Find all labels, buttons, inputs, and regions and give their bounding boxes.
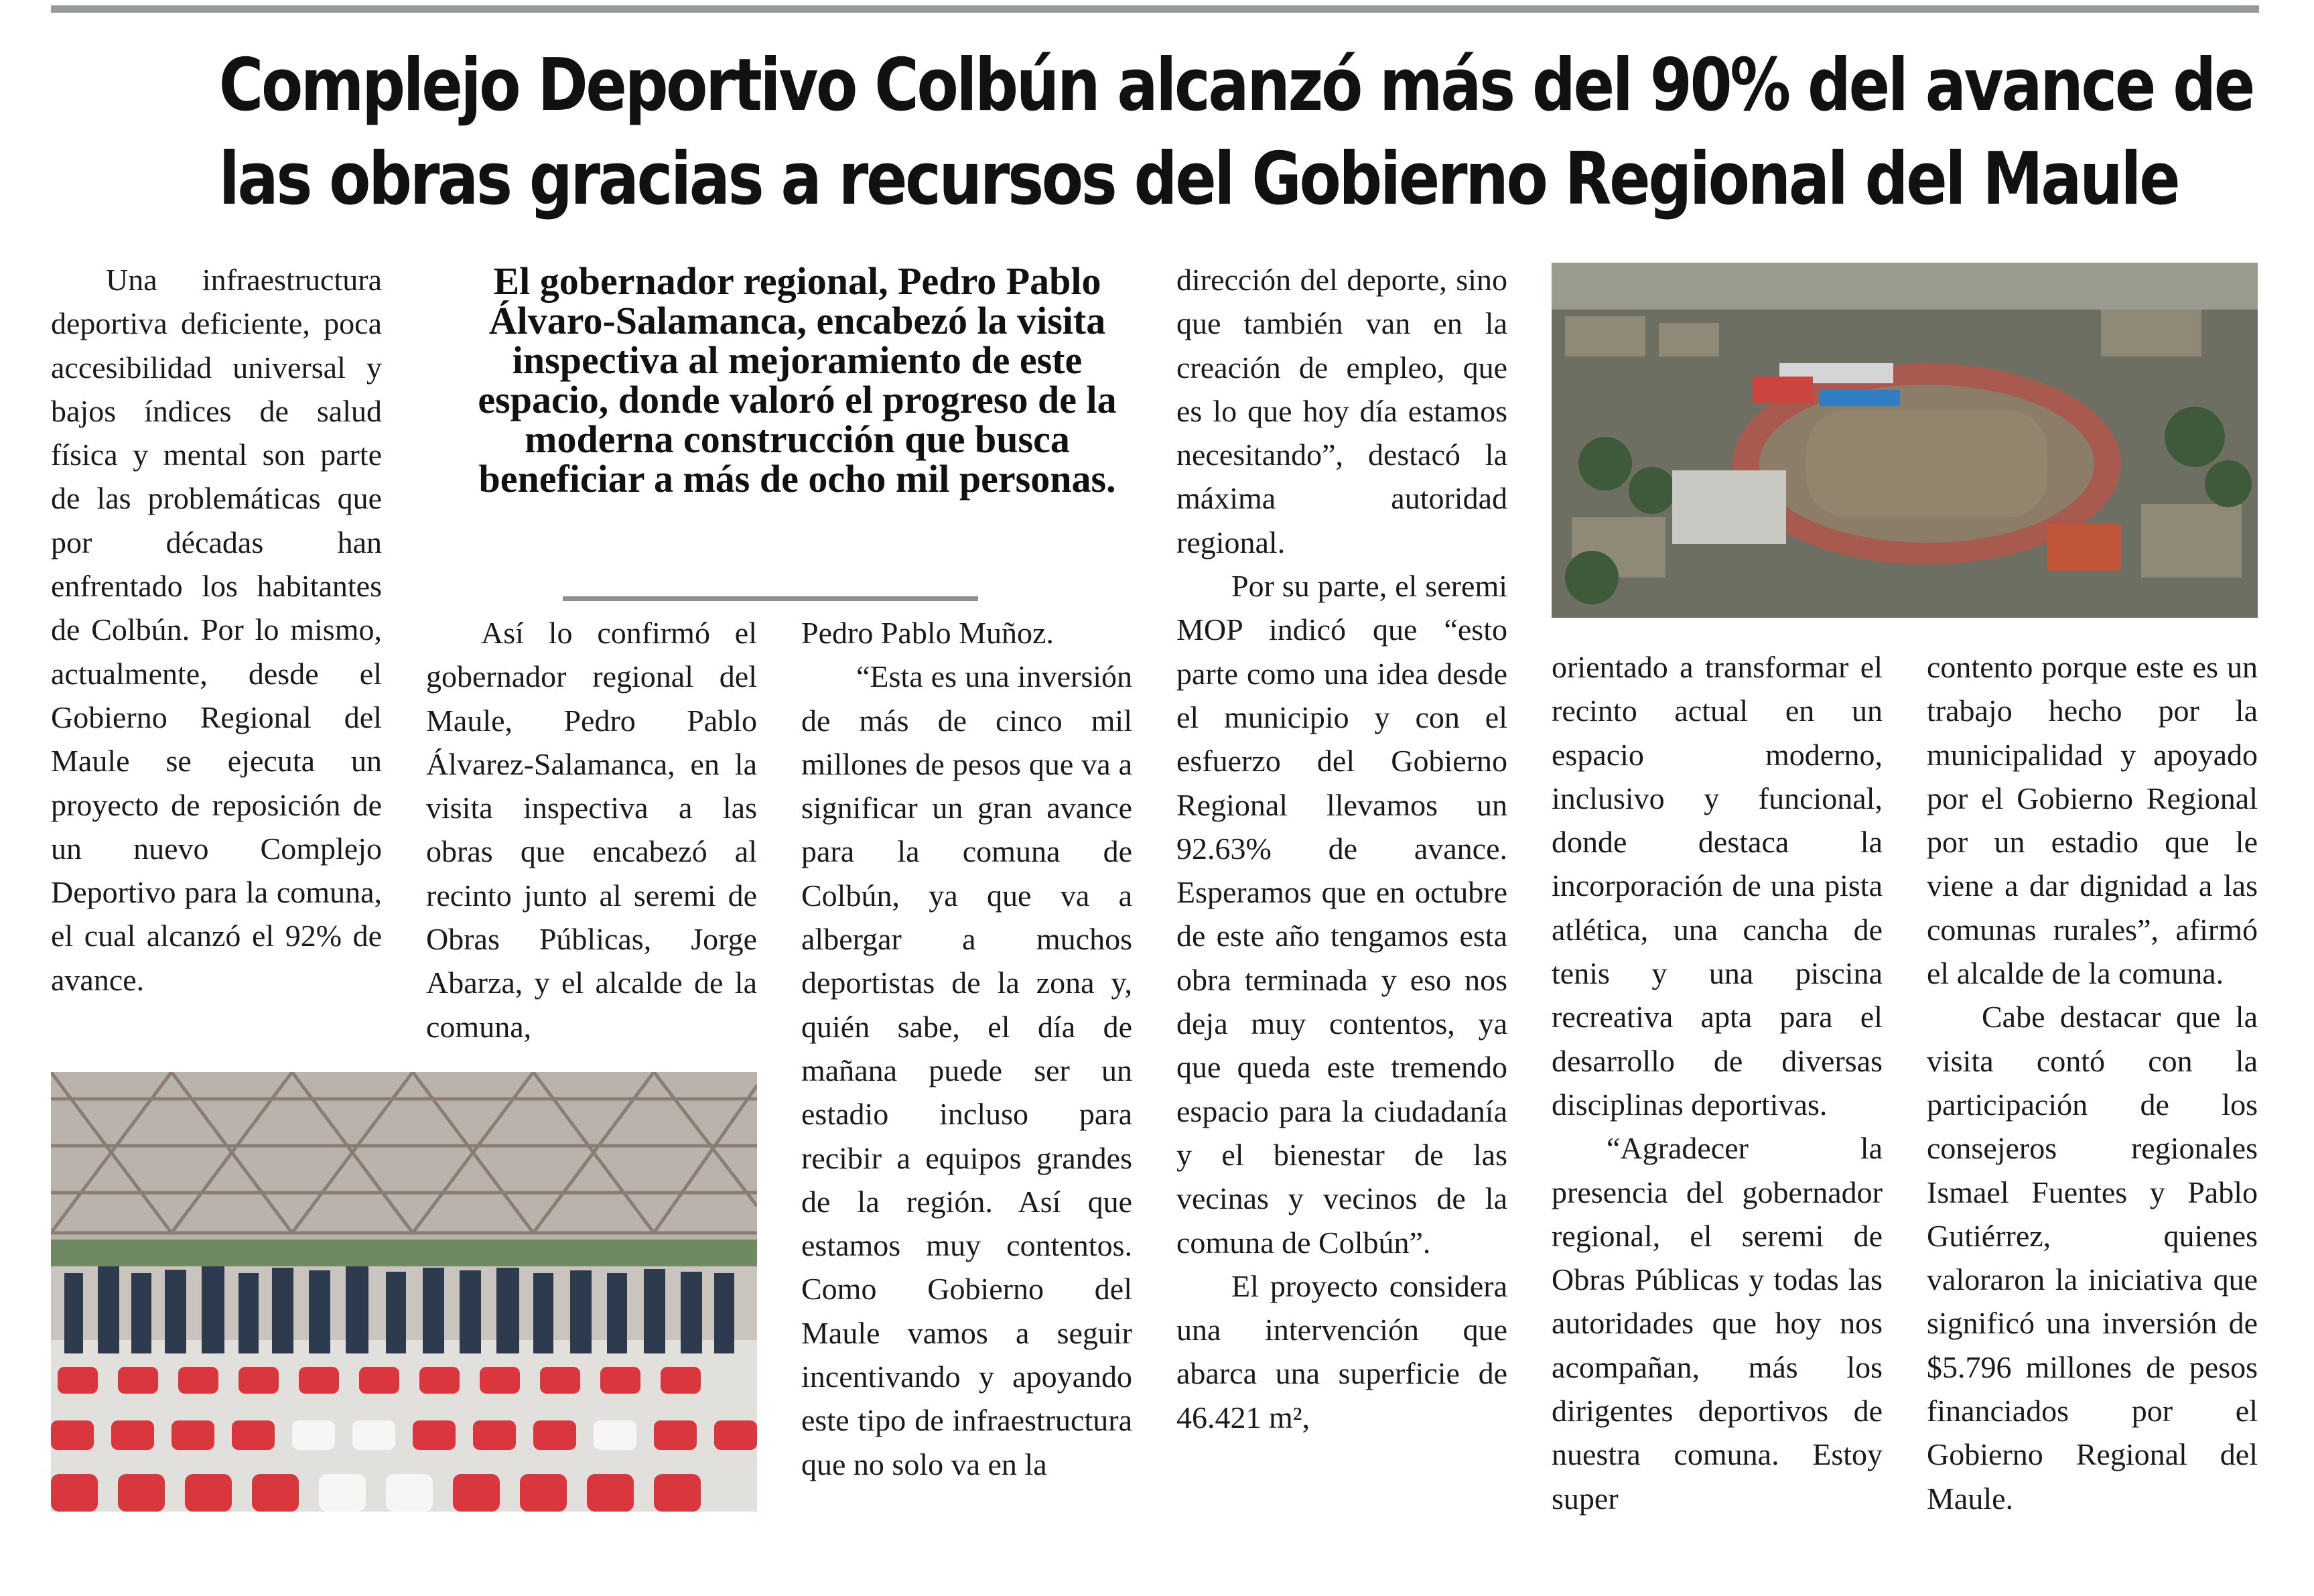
col4-paragraph-3: El proyecto considera una intervención que abarca una superficie de 46.421 m², (1176, 1268, 1507, 1435)
aerial-photo-illustration (1552, 263, 2258, 618)
col1-paragraph-1: Una infraestructura deportiva deficiente, poca accesibilidad universal y bajos índices de salud física y mental son parte de las problemáticas que por décadas han enfrentado los habitantes de Colbún. Por lo mismo, actualmente, desde el Gobierno Regional del Maule se ejecuta un proyecto de reposición de un nuevo Complejo Deportivo para la comuna, el cual alcanzó el 92% de avance. (51, 263, 382, 997)
col5-paragraph-1: orientado a transformar el recinto actual en un espacio moderno, inclusivo y funcional, donde destaca la incorporación de una pista atlética, una cancha de tenis y una piscina recreativa apta para el desarrollo de diversas disciplinas deportivas. (1552, 650, 1883, 1122)
stadium-stands-group-photo (51, 1072, 757, 1512)
column-2 (426, 611, 757, 1049)
col2-paragraph-1: Así lo confirmó el gobernador regional del Maule, Pedro Pablo Álvarez-Salamanca, en la visita inspectiva a las obras que encabezó al recinto junto al seremi de Obras Públicas, Jorge Abarza, y el alcalde de la comuna, (426, 616, 757, 1044)
col6-paragraph-1: contento porque este es un trabajo hecho por la municipalidad y apoyado por el Gobierno Regional por un estadio que le viene a dar dignidad a las comunas rurales”, afirmó el alcalde de la comuna. (1927, 650, 2258, 991)
column-4 (1176, 258, 1507, 1439)
col6-paragraph-2: Cabe destacar que la visita contó con la participación de los consejeros regionales Ismael Fuentes y Pablo Gutiérrez, quienes valoraron la iniciativa que significó una inversión de $5.796 millones de pesos financiados por el Gobierno Regional del Maule. (1927, 1000, 2258, 1516)
deck-rule (563, 596, 978, 601)
top-rule (51, 5, 2259, 13)
stands-photo-illustration (51, 1072, 757, 1512)
headline-line-2: las obras gracias a recursos del Gobierno Regional del Maule (218, 137, 2179, 221)
column-5 (1552, 645, 1883, 1520)
col3-paragraph-2: “Esta es una inversión de más de cinco mil millones de pesos que va a significar un gran avance para la comuna de Colbún, ya que va a albergar a muchos deportistas de la zona y, quién sabe, el día de mañana puede ser un estadio incluso para recibir a equipos grandes de la región. Así que estamos muy contentos. Como Gobierno del Maule vamos a seguir incentivando y apoyando este tipo de infraestructura que no solo va en la (801, 659, 1132, 1481)
column-1 (51, 258, 382, 1002)
column-3 (801, 611, 1132, 1486)
col4-paragraph-2: Por su parte, el seremi MOP indicó que “esto parte como una idea desde el municipio y con el esfuerzo del Gobierno Regional llevamos un 92.63% de avance. Esperamos que en octubre de este año tengamos esta obra terminada y eso nos deja muy contentos, ya que queda este tremendo espacio para la ciudadanía y el bienestar de las vecinas y vecinos de la comuna de Colbún”. (1176, 569, 1507, 1260)
column-6 (1927, 645, 2258, 1520)
col4-paragraph-1: dirección del deporte, sino que también van en la creación de empleo, que es lo que hoy día estamos necesitando”, destacó la máxima autoridad regional. (1176, 263, 1507, 559)
aerial-complex-photo (1552, 263, 2258, 618)
headline (218, 39, 2254, 226)
deck-subheadline: El gobernador regional, Pedro Pablo Álvaro-Salamanca, encabezó la visita inspectiva al mejoramiento de este espacio, donde valoró el progreso de la moderna construcción que busca beneficiar a más de ocho mil personas. (478, 259, 1117, 501)
col3-paragraph-1: Pedro Pablo Muñoz. (801, 616, 1054, 650)
headline-line-1: Complejo Deportivo Colbún alcanzó más del 90% del avance de (218, 44, 2254, 127)
col5-paragraph-2: “Agradecer la presencia del gobernador regional, el seremi de Obras Públicas y todas las autoridades que hoy nos acompañan, más los dirigentes deportivos de nuestra comuna. Estoy super (1552, 1131, 1883, 1516)
